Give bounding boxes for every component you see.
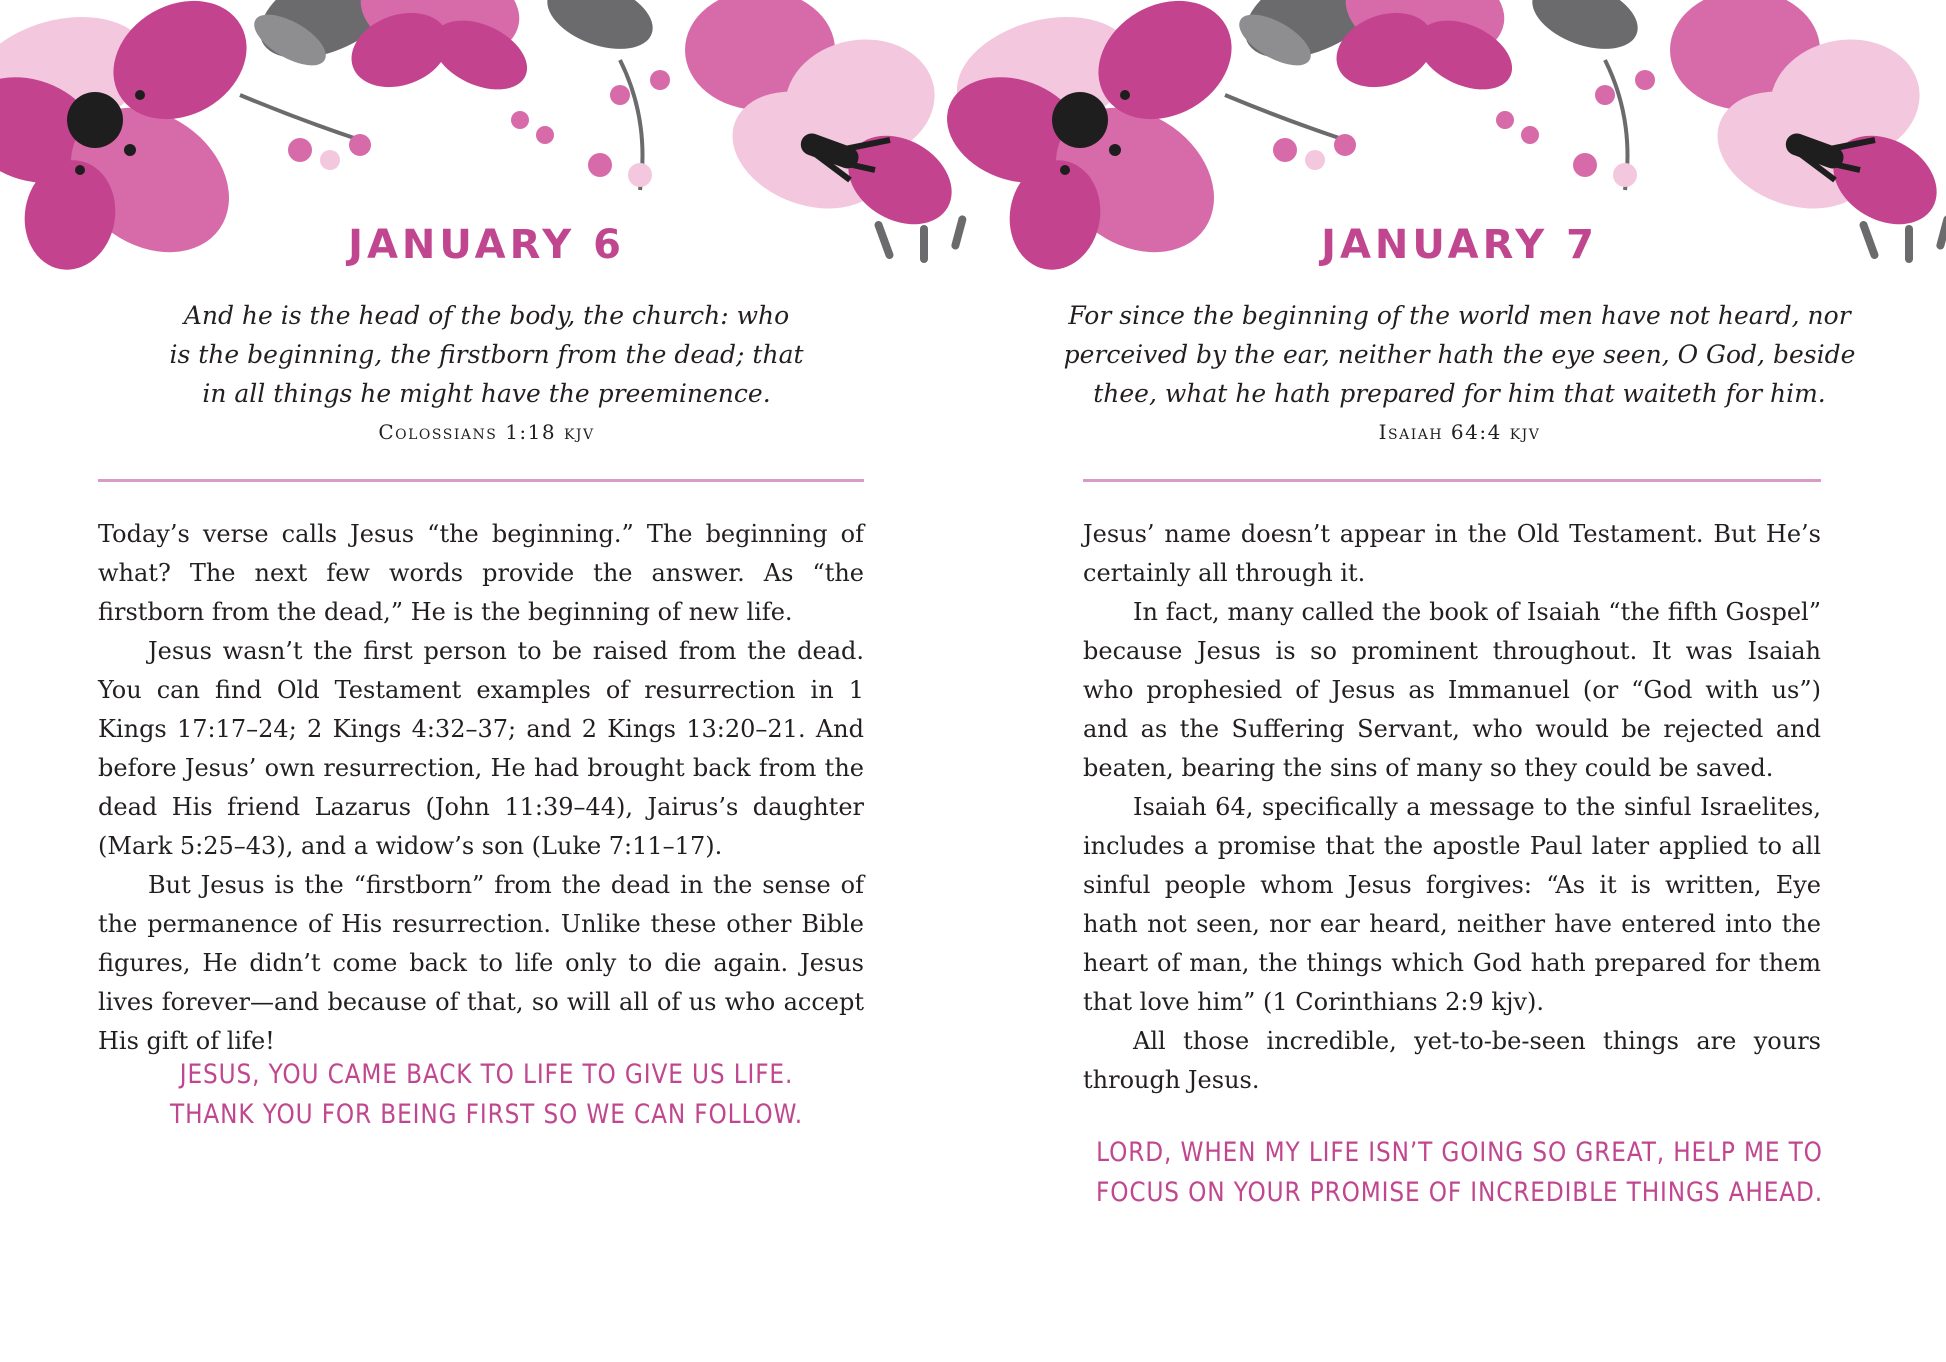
- prayer-line: JESUS, YOU CAME BACK TO LIFE TO GIVE US LIFE.: [179, 1059, 794, 1090]
- section-divider: [98, 479, 864, 482]
- verse-line: perceived by the ear, neither hath the eye seen, O God, beside: [1063, 340, 1856, 369]
- body-paragraph: Jesus wasn’t the first person to be raised from the dead. You can find Old Testament examples of resurrection in 1 Kings 17:17–24; 2 Kings 4:32–37; and 2 Kings 13:20–21. And before Jesus’ own resurrection, He had brought back from the dead His friend Lazarus (John 11:39–44), Jairus’s daughter (Mark 5:25–43), and a widow’s son (Luke 7:11–17).: [98, 637, 864, 860]
- prayer-line: THANK YOU FOR BEING FIRST SO WE CAN FOLLOW.: [170, 1099, 803, 1130]
- verse-line: And he is the head of the body, the church: who: [183, 301, 790, 330]
- section-divider: [1083, 479, 1821, 482]
- prayer-line: FOCUS ON YOUR PROMISE OF INCREDIBLE THINGS AHEAD.: [1096, 1177, 1823, 1208]
- prayer-line: LORD, WHEN MY LIFE ISN’T GOING SO GREAT, HELP ME TO: [1096, 1137, 1823, 1168]
- body-paragraph: Today’s verse calls Jesus “the beginning.” The beginning of what? The next few words provide the answer. As “the firstborn from the dead,” He is the beginning of new life.: [98, 520, 864, 626]
- devotional-body: [1083, 515, 1821, 1100]
- page-date-title: JANUARY 7: [1321, 222, 1598, 268]
- body-paragraph: But Jesus is the “firstborn” from the dead in the sense of the permanence of His resurrection. Unlike these other Bible figures, He didn’t come back to life only to die again. Jesus lives forever—and because of that, so will all of us who accept His gift of life!: [98, 871, 864, 1055]
- verse-reference: Isaiah 64:4 kjv: [1378, 420, 1541, 444]
- closing-prayer: [68, 1055, 905, 1135]
- verse-reference: Colossians 1:18 kjv: [378, 420, 595, 444]
- scripture-verse: [0, 296, 973, 413]
- verse-line: is the beginning, the firstborn from the dead; that: [169, 340, 804, 369]
- right-page: [973, 0, 1946, 1362]
- page-date-title: JANUARY 6: [348, 222, 625, 268]
- verse-line: thee, what he hath prepared for him that waiteth for him.: [1093, 379, 1826, 408]
- scripture-verse: [973, 296, 1946, 413]
- body-paragraph: Isaiah 64, specifically a message to the sinful Israelites, includes a promise that the apostle Paul later applied to all sinful people whom Jesus forgives: “As it is written, Eye hath not seen, nor ear heard, neither have entered into the heart of man, the things which God hath prepared for them that love him” (1 Corinthians 2:9 kjv).: [1083, 793, 1821, 1016]
- closing-prayer: [1041, 1133, 1878, 1213]
- body-paragraph: In fact, many called the book of Isaiah “the fifth Gospel” because Jesus is so prominent throughout. It was Isaiah who prophesied of Jesus as Immanuel (or “God with us”) and as the Suffering Servant, who would be rejected and beaten, bearing the sins of many so they could be saved.: [1083, 598, 1821, 782]
- devotional-body: [98, 515, 864, 1061]
- verse-line: in all things he might have the preeminence.: [202, 379, 771, 408]
- body-paragraph: All those incredible, yet-to-be-seen things are yours through Jesus.: [1083, 1027, 1821, 1094]
- body-paragraph: Jesus’ name doesn’t appear in the Old Testament. But He’s certainly all through it.: [1083, 520, 1821, 587]
- verse-line: For since the beginning of the world men have not heard, nor: [1068, 301, 1851, 330]
